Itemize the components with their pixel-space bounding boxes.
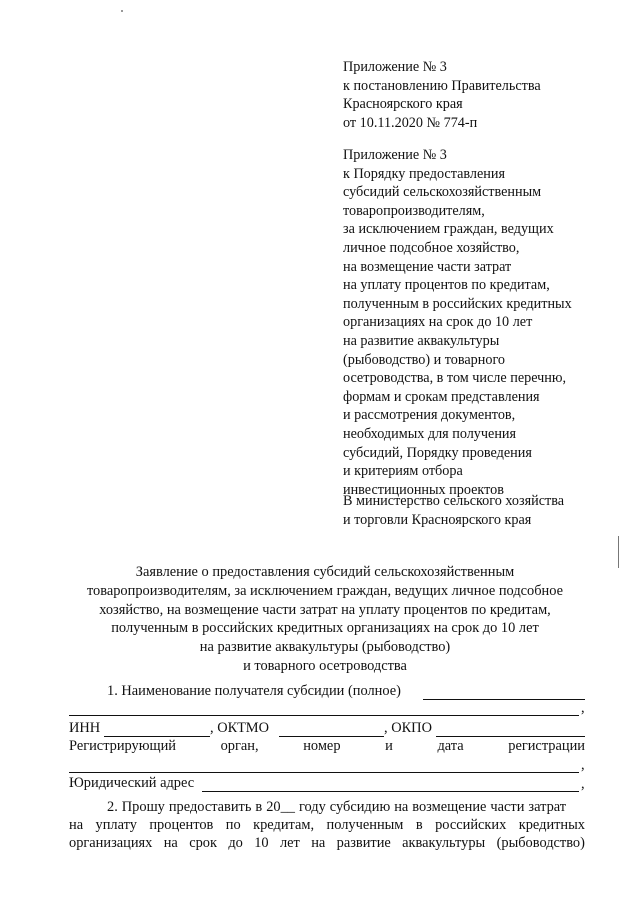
appendix-order-line: полученным в российских кредитных — [343, 295, 572, 312]
title-line: и товарного осетроводства — [243, 657, 407, 674]
appendix-order-line: за исключением граждан, ведущих — [343, 221, 554, 238]
appendix-order-line: формам и срокам представления — [343, 388, 540, 405]
appendix-order-line: к Порядку предоставления — [343, 165, 505, 182]
appendix-order-line: субсидий, Порядку проведения — [343, 444, 532, 461]
appendix-order-line: Приложение № 3 — [343, 147, 447, 163]
addressee-block — [343, 492, 603, 529]
appendix-order-line: субсидий сельскохозяйственным — [343, 184, 542, 201]
appendix-order-line: на развитие аквакультуры — [343, 332, 500, 349]
recipient-name-label: 1. Наименование получателя субсидии (полное) — [107, 683, 401, 699]
word: в — [415, 817, 423, 833]
item2-line-1: 2. Прошу предоставить в 20__ году субсидию на возмещение части затрат — [107, 799, 567, 815]
appendix-order-line: товаропроизводителям, — [343, 202, 485, 219]
word: российских — [435, 817, 507, 833]
addressee-line: и торговли Красноярского края — [343, 511, 532, 528]
word: процентов — [149, 817, 214, 833]
item2-line-3 — [69, 835, 585, 852]
appendix-order-line: и рассмотрения документов, — [343, 407, 516, 424]
word: (рыбоводство) — [496, 835, 585, 851]
word: орган, — [220, 738, 259, 754]
appendix-order-header — [343, 146, 603, 499]
registration-field[interactable] — [69, 772, 579, 773]
inn-field[interactable] — [104, 736, 210, 737]
title-line: Заявление о предоставления субсидий сельскохозяйственным — [135, 564, 515, 580]
item2-line-2 — [69, 817, 585, 834]
application-title — [60, 563, 590, 676]
legal-address-label: Юридический адрес — [69, 775, 195, 791]
word: кредитам, — [253, 817, 315, 833]
word: развитие — [336, 835, 391, 851]
addressee-line: В министерство сельского хозяйства — [343, 493, 565, 509]
oktmo-field[interactable] — [279, 736, 384, 737]
legal-address-field[interactable] — [202, 791, 579, 792]
word: уплату — [95, 817, 137, 833]
scan-dot — [121, 10, 123, 12]
appendix-order-line: (рыбоводство) и товарного — [343, 351, 506, 368]
comma: , — [581, 700, 585, 716]
appendix-order-line: организациях на срок до 10 лет — [343, 314, 533, 331]
inn-label: ИНН — [69, 720, 101, 736]
appendix-order-line: и критериям отбора — [343, 463, 463, 480]
appendix-header-line: Красноярского края — [343, 96, 463, 113]
word: организациях — [69, 835, 153, 851]
oktmo-label: , ОКТМО — [210, 720, 269, 736]
word: на — [69, 817, 84, 833]
okpo-field[interactable] — [436, 736, 585, 737]
word: кредитных — [518, 817, 585, 833]
title-line: полученным в российских кредитных организациях на срок до 10 лет — [111, 620, 539, 637]
word: на — [311, 835, 326, 851]
word: Регистрирующий — [69, 738, 176, 754]
word: лет — [279, 835, 300, 851]
comma-2: , — [581, 757, 585, 773]
recipient-name-field[interactable] — [423, 699, 585, 700]
word: полученным — [326, 817, 404, 833]
appendix-order-line: личное подсобное хозяйство, — [343, 239, 520, 256]
word: регистрации — [508, 738, 585, 754]
appendix-order-line: на уплату процентов по кредитам, — [343, 277, 550, 294]
okpo-label: , ОКПО — [384, 720, 432, 736]
word: номер — [303, 738, 341, 754]
word: аквакультуры — [402, 835, 486, 851]
appendix-order-line: инвестиционных проектов — [343, 481, 504, 498]
margin-mark — [618, 536, 619, 568]
appendix-header-line: к постановлению Правительства — [343, 77, 541, 94]
appendix-order-line: на возмещение части затрат — [343, 258, 512, 275]
appendix-header — [343, 58, 603, 132]
appendix-order-line: необходимых для получения — [343, 425, 517, 442]
registration-label — [69, 738, 585, 755]
comma-3: , — [581, 776, 585, 792]
title-line: товаропроизводителям, за исключением граждан, ведущих личное подсобное — [86, 582, 564, 599]
appendix-header-line: от 10.11.2020 № 774-п — [343, 114, 478, 131]
word: 10 — [254, 835, 269, 851]
appendix-order-line: осетроводства, в том числе перечню, — [343, 370, 567, 387]
appendix-header-line: Приложение № 3 — [343, 59, 447, 75]
title-line: на развитие аквакультуры (рыбоводство) — [199, 639, 451, 656]
word: на — [163, 835, 178, 851]
word: по — [225, 817, 241, 833]
word: срок — [189, 835, 217, 851]
title-line: хозяйство, на возмещение части затрат на уплату процентов по кредитам, — [99, 601, 551, 618]
word: и — [385, 738, 393, 754]
word: до — [228, 835, 243, 851]
word: дата — [437, 738, 464, 754]
recipient-name-field-cont[interactable] — [69, 715, 579, 716]
